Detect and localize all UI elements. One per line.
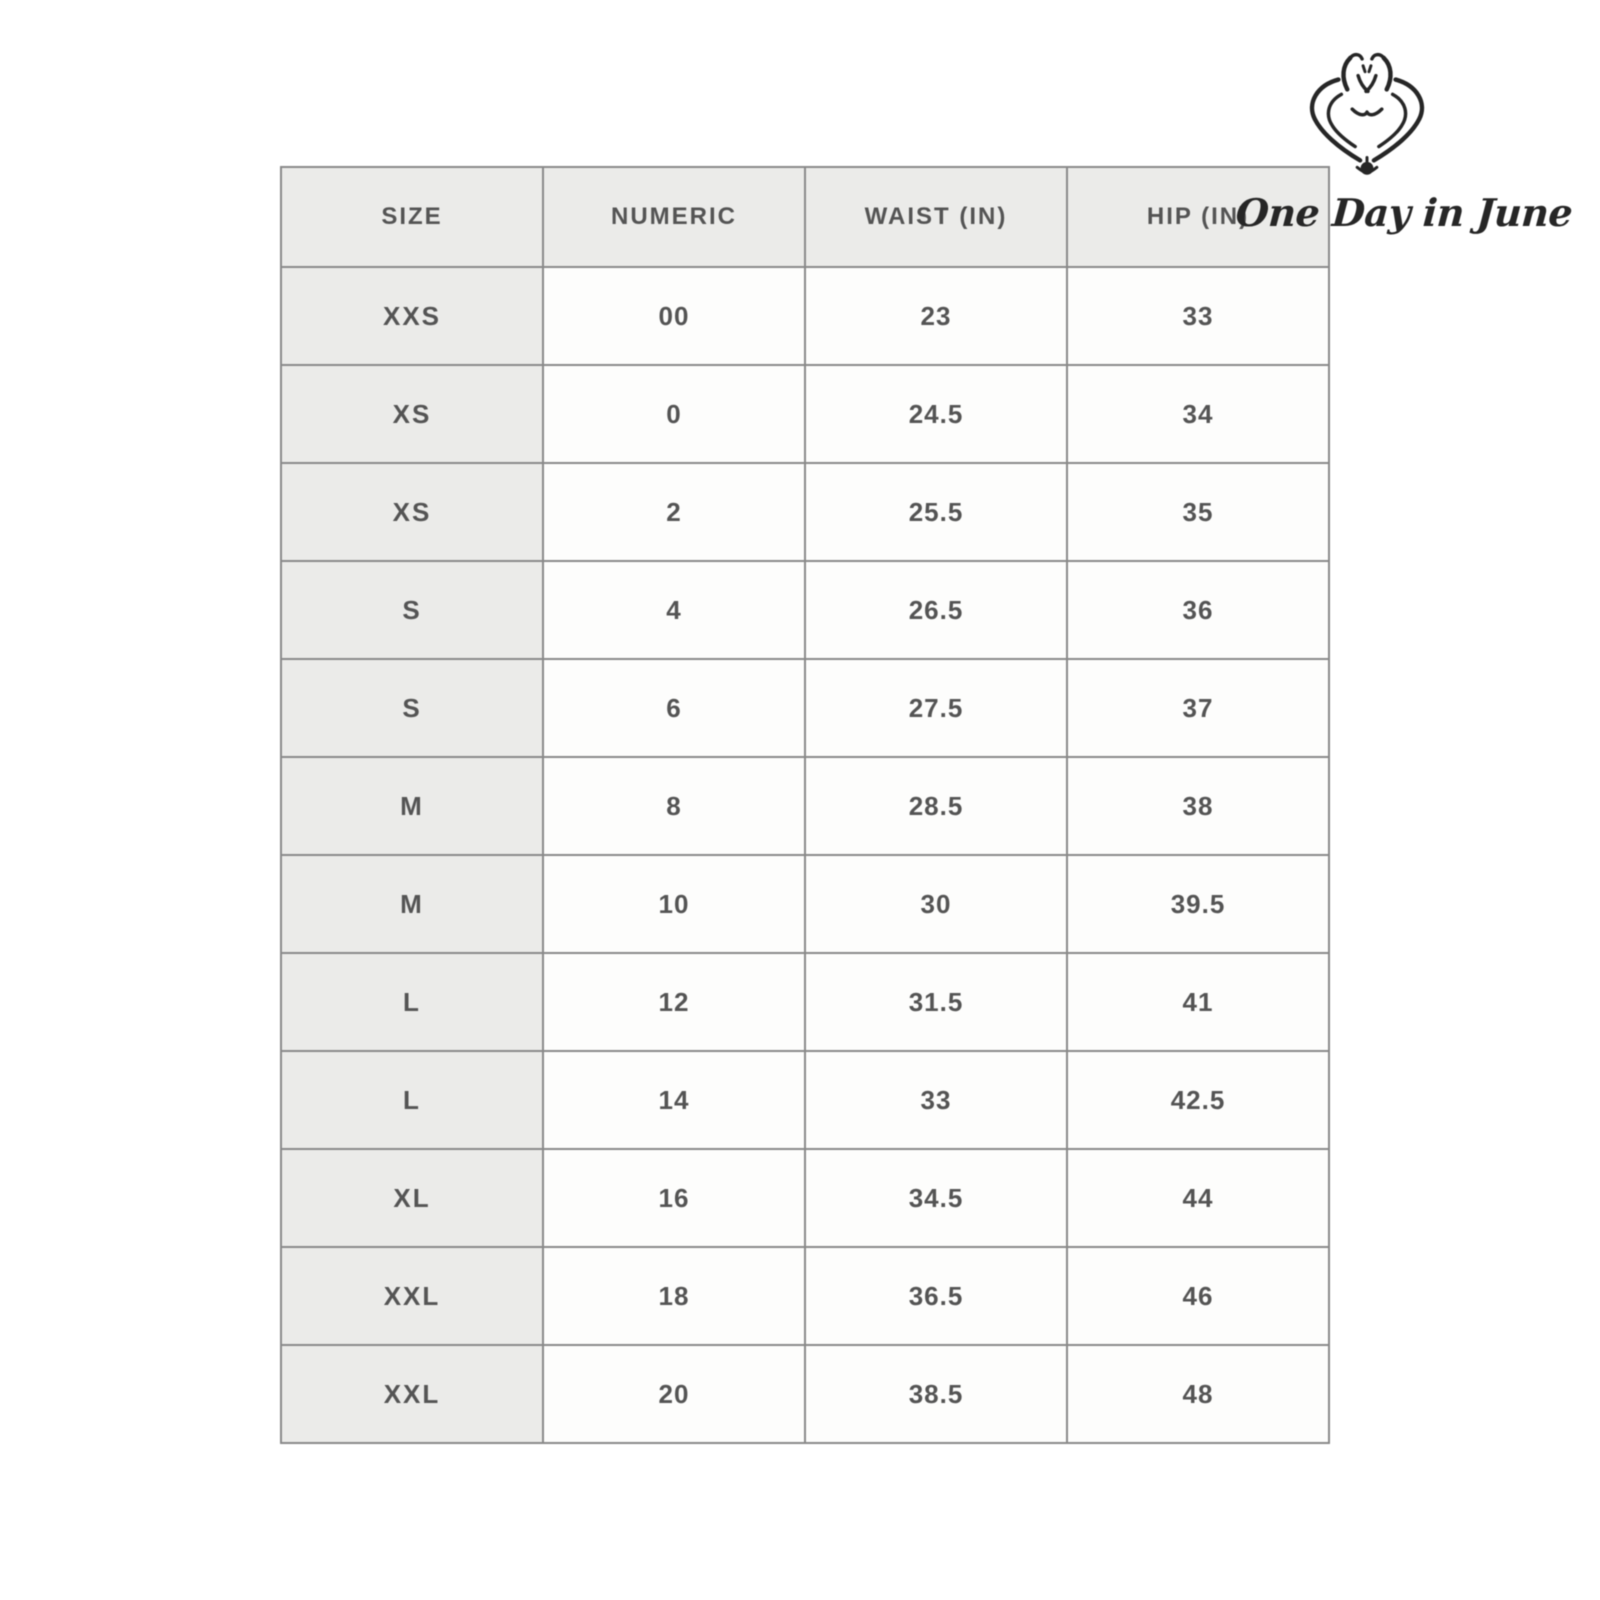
cell-hip: 39.5	[1067, 855, 1329, 953]
cell-hip: 34	[1067, 365, 1329, 463]
cell-numeric: 20	[543, 1345, 805, 1443]
cell-size: M	[281, 757, 543, 855]
cell-size: S	[281, 659, 543, 757]
lion-face-icon	[1292, 50, 1442, 188]
cell-waist: 36.5	[805, 1247, 1067, 1345]
cell-size: XL	[281, 1149, 543, 1247]
cell-hip: 46	[1067, 1247, 1329, 1345]
col-header-numeric: NUMERIC	[543, 167, 805, 267]
table-row	[281, 1051, 1329, 1149]
cell-size: L	[281, 953, 543, 1051]
col-header-size: SIZE	[281, 167, 543, 267]
cell-waist: 28.5	[805, 757, 1067, 855]
cell-numeric: 16	[543, 1149, 805, 1247]
table-row	[281, 1247, 1329, 1345]
table-row	[281, 1345, 1329, 1443]
table-row	[281, 1149, 1329, 1247]
cell-numeric: 00	[543, 267, 805, 365]
cell-hip: 42.5	[1067, 1051, 1329, 1149]
cell-numeric: 6	[543, 659, 805, 757]
cell-waist: 34.5	[805, 1149, 1067, 1247]
cell-waist: 26.5	[805, 561, 1067, 659]
cell-waist: 30	[805, 855, 1067, 953]
cell-waist: 24.5	[805, 365, 1067, 463]
cell-numeric: 14	[543, 1051, 805, 1149]
cell-numeric: 18	[543, 1247, 805, 1345]
cell-hip: 41	[1067, 953, 1329, 1051]
cell-size: M	[281, 855, 543, 953]
cell-waist: 23	[805, 267, 1067, 365]
size-table-body	[281, 267, 1329, 1443]
table-row	[281, 365, 1329, 463]
table-row	[281, 659, 1329, 757]
cell-size: XXL	[281, 1345, 543, 1443]
cell-numeric: 2	[543, 463, 805, 561]
table-row	[281, 561, 1329, 659]
cell-numeric: 10	[543, 855, 805, 953]
cell-waist: 33	[805, 1051, 1067, 1149]
brand-name: One Day in June	[1234, 190, 1574, 235]
cell-numeric: 12	[543, 953, 805, 1051]
cell-waist: 25.5	[805, 463, 1067, 561]
cell-hip: 36	[1067, 561, 1329, 659]
cell-numeric: 0	[543, 365, 805, 463]
cell-size: XXL	[281, 1247, 543, 1345]
table-row	[281, 855, 1329, 953]
cell-hip: 44	[1067, 1149, 1329, 1247]
cell-waist: 31.5	[805, 953, 1067, 1051]
cell-numeric: 4	[543, 561, 805, 659]
cell-hip: 35	[1067, 463, 1329, 561]
cell-size: XXS	[281, 267, 543, 365]
table-row	[281, 463, 1329, 561]
cell-size: XS	[281, 365, 543, 463]
cell-hip: 48	[1067, 1345, 1329, 1443]
table-row	[281, 953, 1329, 1051]
cell-waist: 27.5	[805, 659, 1067, 757]
cell-waist: 38.5	[805, 1345, 1067, 1443]
cell-size: L	[281, 1051, 543, 1149]
cell-hip: 37	[1067, 659, 1329, 757]
size-chart-table	[280, 166, 1330, 1444]
cell-hip: 33	[1067, 267, 1329, 365]
size-chart-header	[281, 167, 1329, 267]
table-row	[281, 267, 1329, 365]
cell-numeric: 8	[543, 757, 805, 855]
col-header-waist: WAIST (IN)	[805, 167, 1067, 267]
cell-size: XS	[281, 463, 543, 561]
cell-hip: 38	[1067, 757, 1329, 855]
header-row	[281, 167, 1329, 267]
col-header-hip: HIP (IN)	[1067, 167, 1329, 267]
table-row	[281, 757, 1329, 855]
cell-size: S	[281, 561, 543, 659]
